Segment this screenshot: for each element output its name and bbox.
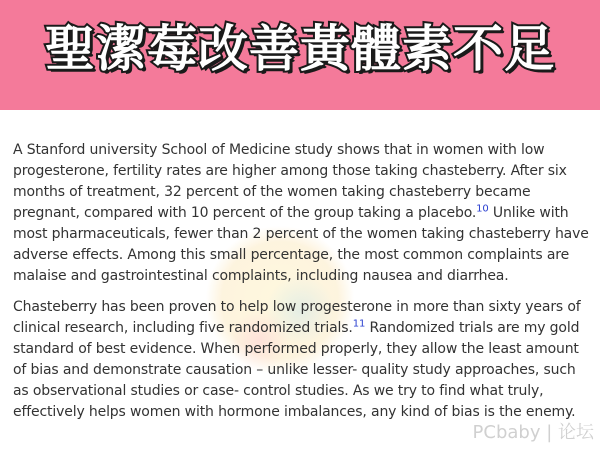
- article-paragraph: [13, 140, 591, 287]
- site-watermark: PCbaby | 论坛: [472, 422, 594, 443]
- page-title: 聖潔莓改善黃體素不足: [45, 20, 555, 78]
- reference-link[interactable]: 10: [476, 203, 489, 215]
- article-body: [13, 140, 591, 433]
- paragraph-text: Chasteberry has been proven to help low progesterone in more than sixty years of clinical research, including five randomized trials.: [13, 299, 581, 336]
- article-paragraph: [13, 297, 591, 423]
- paragraph-text: A Stanford university School of Medicine study shows that in women with low progesterone, fertility rates are higher among those taking chasteberry. After six months of treatment, 32 percent of the women taking chasteberry became pregnant, compared with 10 percent of the group taking a placebo.: [13, 142, 567, 221]
- paragraph-text: Randomized trials are my gold standard of best evidence. When performed properly, they allow the least amount of bias and demonstrate causation – unlike lesser- quality study approaches, such as observational studies or case- control studies. As we try to find what truly, effectively helps women with hormone imbalances, any kind of bias is the enemy.: [13, 320, 580, 420]
- paragraph-text: Unlike with most pharmaceuticals, fewer than 2 percent of the women taking chasteberry have adverse effects. Among this small percentage, the most common complaints are malaise and gastrointestinal complaints, including nausea and diarrhea.: [13, 205, 589, 284]
- reference-link[interactable]: 11: [352, 318, 366, 330]
